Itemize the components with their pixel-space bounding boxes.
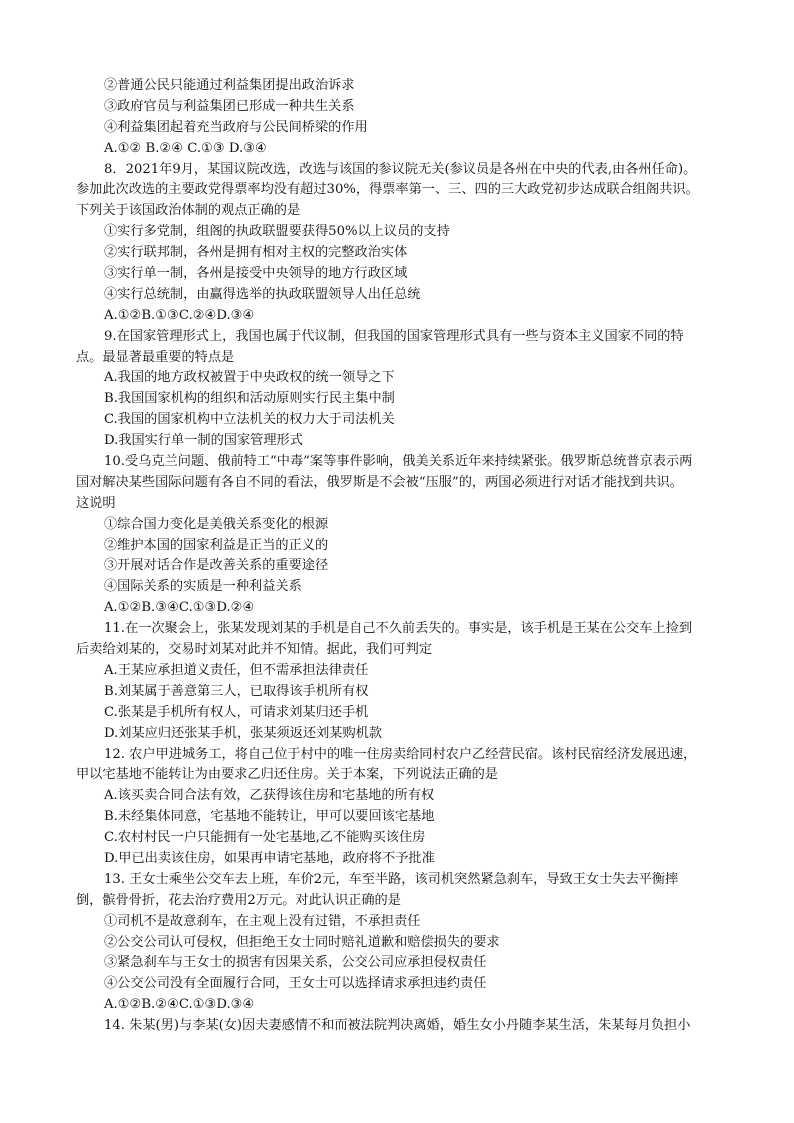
text-line: 10.受乌克兰问题、俄前特工“中毒”案等事件影响，俄美关系近年来持续紧张。俄罗斯总统普京表示两 (104, 454, 693, 470)
text-line: A.①② B.②④ C.①③ D.③④ (104, 140, 267, 156)
text-line: 甲以宅基地不能转让为由要求乙归还住房。关于本案，下列说法正确的是 (76, 767, 498, 783)
text-line: ④国际关系的实质是一种利益关系 (104, 579, 302, 595)
text-line: ③开展对话合作是改善关系的重要途径 (104, 558, 329, 574)
text-line: ①综合国力变化是美俄关系变化的根源 (104, 516, 329, 532)
text-line: A.①②B.③④C.①③D.②④ (104, 600, 255, 616)
text-line: 倒，髌骨骨折，花去治疗费用2万元。对此认识正确的是 (76, 892, 401, 908)
text-line: A.我国的地方政权被置于中央政权的统一领导之下 (104, 370, 395, 386)
text-line: D.甲已出卖该住房，如果再申请宅基地，政府将不予批准 (104, 850, 435, 866)
document-body (76, 76, 726, 1037)
text-line: ③政府官员与利益集团已形成一种共生关系 (104, 98, 355, 114)
text-line: D.刘某应归还张某手机，张某须返还刘某购机款 (104, 725, 383, 741)
text-line: 12. 农户甲进城务工，将自己位于村中的唯一住房卖给同村农户乙经营民宿。该村民宿经济发展迅速， (104, 746, 697, 762)
text-line: 8．2021年9月，某国议院改选，改选与该国的参议院无关(参议员是各州在中央的代表,由各州任命)。 (104, 161, 697, 177)
text-line: A.王某应承担道义责任，但不需承担法律责任 (104, 662, 369, 678)
text-line: 13. 王女士乘坐公交车去上班，车价2元，车至半路，该司机突然紧急刹车，导致王女士失去平衡摔 (104, 871, 679, 887)
text-line: B.我国国家机构的组织和活动原则实行民主集中制 (104, 391, 395, 407)
text-line: B.未经集体同意，宅基地不能转让，甲可以要回该宅基地 (104, 809, 435, 825)
text-line: 后卖给刘某的，交易时刘某对此并不知情。据此，我们可判定 (76, 642, 433, 658)
text-line: 国对解决某些国际问题有各自不同的看法，俄罗斯是不会被“压服”的，两国必须进行对话才能找到共识。 (76, 474, 683, 490)
text-line: 点。最显著最重要的特点是 (76, 349, 235, 365)
text-line: ②维护本国的国家利益是正当的正义的 (104, 537, 329, 553)
text-line: A.该买卖合同合法有效，乙获得该住房和宅基地的所有权 (104, 788, 435, 804)
text-line: C.农村村民一户只能拥有一处宅基地,乙不能购买该住房 (104, 830, 426, 846)
text-line: ②普通公民只能通过利益集团提出政治诉求 (104, 78, 355, 93)
text-line: 9.在国家管理形式上，我国也属于代议制，但我国的国家管理形式具有一些与资本主义国家不同的特 (104, 328, 684, 344)
text-line: ④实行总统制，由赢得选举的执政联盟领导人出任总统 (104, 286, 421, 302)
text-line: ③实行单一制，各州是接受中央领导的地方行政区域 (104, 266, 408, 282)
text-line: ④公交公司没有全面履行合同，王女士可以选择请求承担违约责任 (104, 976, 487, 992)
text-line: 14. 朱某(男)与李某(女)因夫妻感情不和而被法院判决离婚，婚生女小丹随李某生活，朱某每月负担小 (104, 1018, 691, 1034)
text-line: ②实行联邦制，各州是拥有相对主权的完整政治实体 (104, 245, 408, 261)
text-line: ③紧急刹车与王女士的损害有因果关系，公交公司应承担侵权责任 (104, 955, 487, 971)
text-line: A.①②B.①③C.②④D.③④ (104, 307, 255, 323)
text-line: ①实行多党制，组阁的执政联盟要获得50%以上议员的支持 (104, 224, 450, 240)
text-line: 这说明 (76, 495, 116, 511)
text-line: 11.在一次聚会上，张某发现刘某的手机是自己不久前丢失的。事实是，该手机是王某在公交车上捡到 (104, 621, 693, 637)
text-line: D.我国实行单一制的国家管理形式 (104, 433, 303, 449)
text-line: ②公交公司认可侵权，但拒绝王女士同时赔礼道歉和赔偿损失的要求 (104, 934, 500, 950)
text-line: ④利益集团起着充当政府与公民间桥梁的作用 (104, 119, 368, 135)
text-line: 下列关于该国政治体制的观点正确的是 (76, 203, 301, 219)
text-line: B.刘某属于善意第三人，已取得该手机所有权 (104, 683, 369, 699)
text-line: A.①②B.②④C.①③D.③④ (104, 997, 255, 1013)
text-line: C.张某是手机所有权人，可请求刘某归还手机 (104, 704, 369, 720)
text-line: ①司机不是故意刹车，在主观上没有过错，不承担责任 (104, 913, 421, 929)
text-line: C.我国的国家机构中立法机关的权力大于司法机关 (104, 412, 395, 428)
text-line: 参加此次改选的主要政党得票率均没有超过30%，得票率第一、三、四的三大政党初步达成联合组阁共识。 (76, 182, 699, 198)
